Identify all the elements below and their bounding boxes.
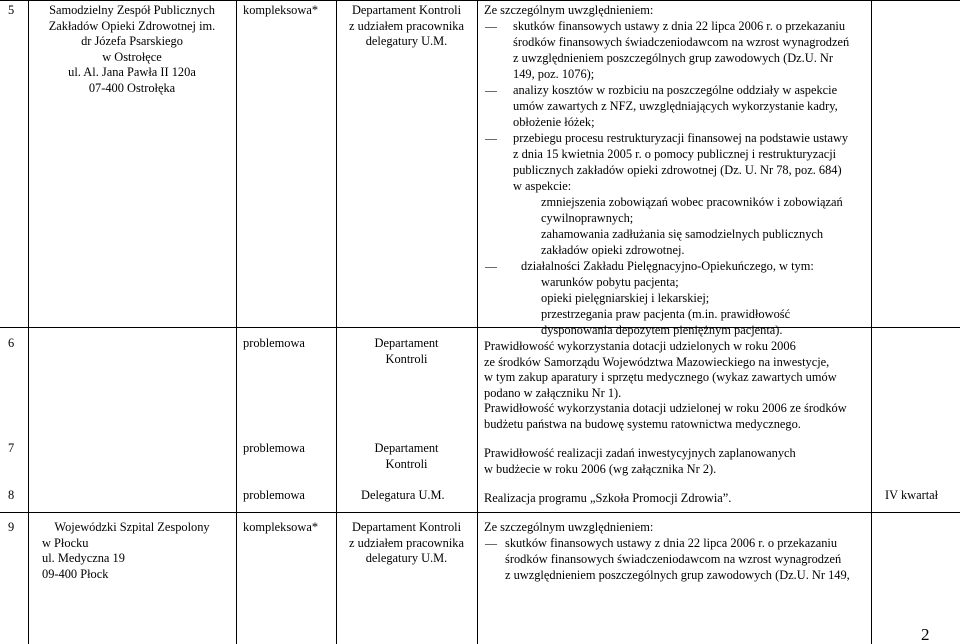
row-5-number: 5 (8, 3, 15, 17)
scope-line: podano w załączniku Nr 1). (484, 385, 622, 400)
col-divider-5 (871, 0, 872, 644)
scope-line: przebiegu procesu restrukturyzacji finansowej na podstawie ustawy (513, 131, 849, 145)
row-7-type: problemowa (243, 441, 305, 455)
row-7-dept (336, 441, 477, 472)
scope-line: warunków pobytu pacjenta; (541, 275, 679, 289)
scope-line: w budżecie w roku 2006 (wg załącznika Nr 2). (484, 461, 717, 476)
col-divider-4 (477, 0, 478, 644)
unit-line: w Płocku (42, 535, 89, 550)
row-9-number: 9 (8, 520, 15, 534)
page-number: 2 (921, 625, 930, 644)
dept-line: Departament Kontroli (351, 520, 462, 534)
row-7-scope (484, 446, 796, 477)
scope-line: zahamowania zadłużania się samodzielnych publicznych (541, 227, 824, 241)
bullet-dash: — (485, 19, 497, 33)
scope-line: dysponowania depozytem pieniężnym pacjenta). (541, 323, 783, 337)
scope-line: z uwzględnieniem poszczególnych grup zawodowych (Dz.U. Nr 149, (505, 568, 850, 582)
row-8-number: 8 (8, 488, 15, 502)
unit-line: 09-400 Płock (42, 566, 109, 581)
row-9-type: kompleksowa* (243, 520, 319, 534)
row-5-scope-intro: Ze szczególnym uwzględnieniem: (484, 3, 654, 17)
row-8-type: problemowa (243, 488, 305, 502)
unit-line: dr Józefa Psarskiego (81, 34, 183, 49)
scope-line: publicznych zakładów opieki zdrowotnej (Dz. U. Nr 78, poz. 684) (513, 163, 842, 177)
scope-line: skutków finansowych ustawy z dnia 22 lipca 2006 r. o przekazaniu (505, 536, 838, 550)
dept-line: Departament (374, 336, 439, 350)
scope-line: obłożenie łóżek; (513, 115, 595, 129)
scope-line: cywilnoprawnych; (541, 211, 634, 225)
row-5-dept (336, 3, 477, 50)
row-5-type: kompleksowa* (243, 3, 319, 17)
unit-line: Samodzielny Zespół Publicznych (49, 3, 215, 17)
scope-line: działalności Zakładu Pielęgnacyjno-Opiekuńczego, w tym: (521, 259, 814, 273)
row-5-unit (28, 3, 236, 97)
scope-line: środków finansowych świadczeniodawcom na wzrost wynagrodzeń (505, 552, 842, 566)
scope-line: w aspekcie: (513, 179, 572, 193)
bullet-dash: — (485, 259, 497, 273)
scope-line: opieki pielęgniarskiej i lekarskiej; (541, 291, 710, 305)
dept-line: delegatury U.M. (365, 551, 448, 566)
scope-line: budżetu państwa na budowę systemu ratownictwa medycznego. (484, 416, 801, 431)
row-8-term: IV kwartał (885, 488, 939, 502)
dept-line: Kontroli (385, 351, 428, 366)
unit-line: 07-400 Ostrołęka (88, 80, 176, 95)
row-8-scope: Realizacja programu „Szkoła Promocji Zdrowia”. (484, 491, 732, 505)
bullet-dash: — (485, 536, 497, 550)
dept-line: Departament Kontroli (351, 3, 462, 17)
scope-line: Prawidłowość realizacji zadań inwestycyjnych zaplanowanych (484, 446, 796, 460)
table-top-border (0, 0, 960, 1)
unit-line: Wojewódzki Szpital Zespolony (54, 520, 210, 534)
dept-line: z udziałem pracownika (349, 535, 464, 550)
row-6-scope (484, 339, 847, 433)
bullet-dash: — (485, 83, 497, 97)
scope-line: 149, poz. 1076); (513, 67, 595, 81)
dept-line: delegatury U.M. (365, 34, 448, 49)
scope-line: skutków finansowych ustawy z dnia 22 lipca 2006 r. o przekazaniu (513, 19, 846, 33)
scope-line: zmniejszenia zobowiązań wobec pracowników i zobowiązań (541, 195, 843, 209)
row-divider-8-9 (0, 512, 960, 513)
row-9-unit (28, 520, 236, 582)
row-9-dept (336, 520, 477, 567)
unit-line: Zakładów Opieki Zdrowotnej im. (48, 18, 216, 33)
scope-line: z dnia 15 kwietnia 2005 r. o pomocy publicznej i restrukturyzacji (513, 147, 837, 161)
row-9-scope-intro: Ze szczególnym uwzględnieniem: (484, 520, 654, 534)
row-6-number: 6 (8, 336, 15, 350)
row-6-type: problemowa (243, 336, 305, 350)
row-divider-5-6 (0, 327, 960, 328)
scope-line: Prawidłowość wykorzystania dotacji udzielonej w roku 2006 ze środków (484, 401, 847, 416)
scope-line: analizy kosztów w rozbiciu na poszczególne oddziały w aspekcie (513, 83, 838, 97)
bullet-dash: — (485, 131, 497, 145)
row-6-dept (336, 336, 477, 367)
scope-line: ze środków Samorządu Województwa Mazowieckiego na inwestycje, (484, 354, 830, 369)
row-8-dept: Delegatura U.M. (361, 488, 445, 502)
scope-line: w tym zakup aparatury i sprzętu medycznego (wykaz zawartych umów (484, 370, 837, 385)
unit-line: ul. Medyczna 19 (42, 551, 125, 566)
scope-line: z uwzględnieniem poszczególnych grup zawodowych (Dz.U. Nr (513, 51, 833, 65)
unit-line: w Ostrołęce (102, 49, 162, 64)
dept-line: Departament (374, 441, 439, 455)
scope-line: przestrzegania praw pacjenta (m.in. prawidłowość (541, 307, 791, 321)
dept-line: z udziałem pracownika (349, 18, 464, 33)
scope-line: Prawidłowość wykorzystania dotacji udzielonych w roku 2006 (484, 339, 796, 353)
row-7-number: 7 (8, 441, 15, 455)
scope-line: zakładów opieki zdrowotnej. (541, 243, 685, 257)
col-divider-2 (236, 0, 237, 644)
dept-line: Kontroli (385, 456, 428, 471)
scope-line: środków finansowych świadczeniodawcom na wzrost wynagrodzeń (513, 35, 850, 49)
scope-line: umów zawartych z NFZ, uwzględniających wykorzystanie kadry, (513, 99, 838, 113)
unit-line: ul. Al. Jana Pawła II 120a (68, 65, 196, 80)
